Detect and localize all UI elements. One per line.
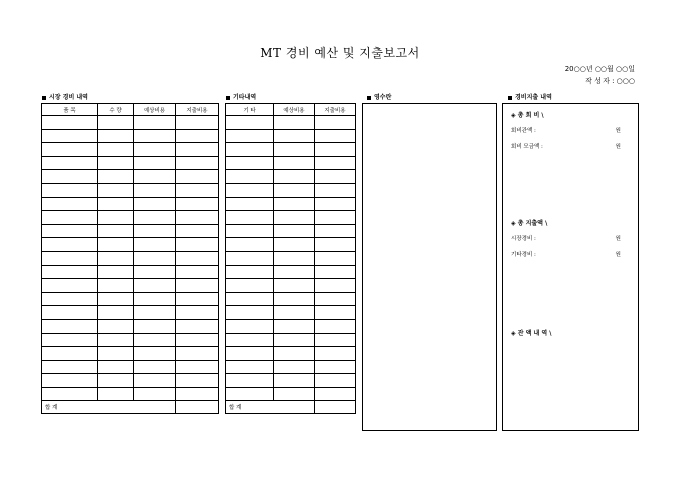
table-cell[interactable]	[315, 116, 356, 130]
table-cell[interactable]	[176, 156, 219, 170]
table-cell[interactable]	[176, 374, 219, 388]
total-value-cell[interactable]	[315, 401, 356, 414]
table-cell[interactable]	[134, 279, 176, 293]
table-row	[42, 387, 219, 401]
table-cell[interactable]	[274, 360, 315, 374]
table-cell[interactable]	[315, 197, 356, 211]
table-cell[interactable]	[42, 156, 98, 170]
table-cell[interactable]	[176, 279, 219, 293]
table-cell[interactable]	[176, 197, 219, 211]
table-cell[interactable]	[274, 306, 315, 320]
summary-row-label: 기타경비 :	[511, 252, 536, 258]
table-cell[interactable]	[134, 183, 176, 197]
table-cell[interactable]	[98, 265, 134, 279]
col-actual: 지출비용	[315, 104, 356, 116]
table-cell[interactable]	[315, 279, 356, 293]
table-cell[interactable]	[315, 292, 356, 306]
other-expense-table	[225, 103, 356, 414]
table-cell[interactable]	[176, 306, 219, 320]
table-cell[interactable]	[315, 347, 356, 361]
section-other-label: 기타내역	[233, 94, 257, 101]
table-row	[42, 279, 219, 293]
table-cell[interactable]	[315, 387, 356, 401]
report-date: 20○○년 ○○월 ○○일	[564, 65, 635, 73]
table-cell[interactable]	[315, 156, 356, 170]
table-row	[42, 143, 219, 157]
square-bullet-icon	[367, 96, 371, 100]
table-cell[interactable]	[176, 265, 219, 279]
table-cell[interactable]	[226, 374, 274, 388]
table-row	[226, 156, 356, 170]
table-row	[42, 197, 219, 211]
report-author: 작 성 자 : ○○○	[585, 77, 635, 85]
table-cell[interactable]	[315, 360, 356, 374]
table-cell[interactable]	[98, 251, 134, 265]
table-cell[interactable]	[42, 251, 98, 265]
table-cell[interactable]	[134, 197, 176, 211]
table-row	[226, 129, 356, 143]
table-row	[226, 333, 356, 347]
table-cell[interactable]	[226, 170, 274, 184]
total-row	[226, 401, 356, 414]
table-cell[interactable]	[315, 143, 356, 157]
table-cell[interactable]	[98, 197, 134, 211]
table-cell[interactable]	[42, 129, 98, 143]
summary-row-unit: 원	[615, 128, 621, 134]
table-cell[interactable]	[98, 143, 134, 157]
table-cell[interactable]	[98, 279, 134, 293]
table-row	[42, 170, 219, 184]
table-cell[interactable]	[315, 224, 356, 238]
table-cell[interactable]	[98, 306, 134, 320]
table-row	[226, 387, 356, 401]
table-cell[interactable]	[315, 265, 356, 279]
summary-row-unit: 원	[615, 144, 621, 150]
square-bullet-icon	[226, 96, 230, 100]
table-row	[42, 156, 219, 170]
table-cell[interactable]	[42, 224, 98, 238]
table-cell[interactable]	[176, 211, 219, 225]
table-cell[interactable]	[134, 347, 176, 361]
table-row	[42, 319, 219, 333]
table-cell[interactable]	[42, 197, 98, 211]
table-cell[interactable]	[176, 129, 219, 143]
table-cell[interactable]	[315, 170, 356, 184]
table-header-row	[226, 104, 356, 116]
table-cell[interactable]	[274, 170, 315, 184]
table-cell[interactable]	[134, 292, 176, 306]
total-label: 합 계	[226, 401, 315, 414]
table-cell[interactable]	[134, 238, 176, 252]
table-cell[interactable]	[226, 197, 274, 211]
event-expense-table	[41, 103, 219, 414]
section-event-header	[42, 92, 88, 101]
table-row	[42, 347, 219, 361]
summary-row	[511, 142, 621, 150]
table-row	[42, 306, 219, 320]
table-cell[interactable]	[42, 387, 98, 401]
table-cell[interactable]	[98, 238, 134, 252]
table-cell[interactable]	[134, 211, 176, 225]
table-cell[interactable]	[226, 183, 274, 197]
table-cell[interactable]	[176, 347, 219, 361]
table-cell[interactable]	[98, 170, 134, 184]
table-cell[interactable]	[226, 265, 274, 279]
table-cell[interactable]	[274, 129, 315, 143]
table-cell[interactable]	[176, 183, 219, 197]
table-cell[interactable]	[42, 265, 98, 279]
table-cell[interactable]	[274, 251, 315, 265]
table-cell[interactable]	[42, 116, 98, 130]
table-row	[226, 374, 356, 388]
summary-row	[511, 126, 621, 134]
table-cell[interactable]	[274, 211, 315, 225]
table-cell[interactable]	[42, 374, 98, 388]
table-cell[interactable]	[274, 265, 315, 279]
total-row	[42, 401, 219, 414]
table-cell[interactable]	[274, 319, 315, 333]
table-cell[interactable]	[315, 238, 356, 252]
total-value-cell[interactable]	[176, 401, 219, 414]
balance-heading: ◈ 잔 액 내 역 \	[511, 330, 552, 337]
table-row	[226, 224, 356, 238]
table-cell[interactable]	[134, 156, 176, 170]
table-cell[interactable]	[134, 251, 176, 265]
table-cell[interactable]	[315, 183, 356, 197]
table-cell[interactable]	[274, 387, 315, 401]
table-cell[interactable]	[134, 116, 176, 130]
table-row	[42, 129, 219, 143]
page-title: MT 경비 예산 및 지출보고서	[260, 46, 420, 60]
table-cell[interactable]	[274, 197, 315, 211]
table-cell[interactable]	[98, 129, 134, 143]
table-cell[interactable]	[42, 333, 98, 347]
table-row	[226, 360, 356, 374]
table-cell[interactable]	[98, 374, 134, 388]
col-actual: 지출비용	[176, 104, 219, 116]
table-cell[interactable]	[226, 116, 274, 130]
table-cell[interactable]	[42, 170, 98, 184]
table-cell[interactable]	[315, 319, 356, 333]
summary-row-label: 회비관액 :	[511, 128, 536, 134]
table-row	[226, 265, 356, 279]
section-summary-header	[508, 92, 552, 101]
table-cell[interactable]	[134, 306, 176, 320]
table-row	[42, 183, 219, 197]
table-cell[interactable]	[98, 156, 134, 170]
table-cell[interactable]	[42, 279, 98, 293]
table-cell[interactable]	[274, 143, 315, 157]
table-cell[interactable]	[226, 279, 274, 293]
col-expected: 예상비용	[274, 104, 315, 116]
table-row	[226, 197, 356, 211]
table-cell[interactable]	[274, 156, 315, 170]
table-cell[interactable]	[176, 116, 219, 130]
table-cell[interactable]	[42, 183, 98, 197]
table-row	[226, 116, 356, 130]
table-cell[interactable]	[226, 319, 274, 333]
table-row	[42, 374, 219, 388]
table-cell[interactable]	[134, 170, 176, 184]
table-cell[interactable]	[42, 292, 98, 306]
section-summary-label: 경비지출 내역	[515, 94, 552, 101]
table-cell[interactable]	[42, 347, 98, 361]
table-row	[226, 251, 356, 265]
table-cell[interactable]	[226, 143, 274, 157]
table-cell[interactable]	[176, 143, 219, 157]
table-cell[interactable]	[226, 360, 274, 374]
table-cell[interactable]	[98, 319, 134, 333]
section-other-header	[226, 92, 256, 101]
summary-row-label: 시장경비 :	[511, 236, 536, 242]
table-cell[interactable]	[226, 129, 274, 143]
table-row	[42, 333, 219, 347]
table-cell[interactable]	[98, 116, 134, 130]
table-row	[42, 238, 219, 252]
table-cell[interactable]	[274, 279, 315, 293]
receipt-box[interactable]	[362, 103, 497, 431]
table-cell[interactable]	[134, 387, 176, 401]
table-cell[interactable]	[226, 224, 274, 238]
table-cell[interactable]	[98, 333, 134, 347]
section-event-label: 시장 경비 내역	[49, 94, 88, 101]
table-cell[interactable]	[226, 387, 274, 401]
table-cell[interactable]	[176, 360, 219, 374]
table-cell[interactable]	[98, 347, 134, 361]
table-cell[interactable]	[315, 211, 356, 225]
table-row	[42, 265, 219, 279]
table-cell[interactable]	[226, 333, 274, 347]
table-cell[interactable]	[98, 183, 134, 197]
section-receipt-header	[367, 92, 391, 101]
col-expected: 예상비용	[134, 104, 176, 116]
table-cell[interactable]	[315, 129, 356, 143]
table-cell[interactable]	[315, 374, 356, 388]
table-row	[42, 360, 219, 374]
table-cell[interactable]	[134, 333, 176, 347]
table-row	[42, 292, 219, 306]
table-row	[42, 224, 219, 238]
table-cell[interactable]	[176, 238, 219, 252]
summary-row-unit: 원	[615, 236, 621, 242]
table-cell[interactable]	[176, 170, 219, 184]
table-cell[interactable]	[274, 292, 315, 306]
summary-box	[502, 103, 639, 431]
table-row	[226, 143, 356, 157]
table-row	[226, 170, 356, 184]
table-cell[interactable]	[274, 238, 315, 252]
table-cell[interactable]	[274, 347, 315, 361]
table-cell[interactable]	[134, 319, 176, 333]
table-cell[interactable]	[42, 360, 98, 374]
table-row	[42, 116, 219, 130]
summary-row	[511, 250, 621, 258]
col-other: 기 타	[226, 104, 274, 116]
table-cell[interactable]	[42, 143, 98, 157]
table-cell[interactable]	[134, 143, 176, 157]
table-cell[interactable]	[134, 224, 176, 238]
table-cell[interactable]	[226, 211, 274, 225]
table-row	[42, 211, 219, 225]
table-cell[interactable]	[315, 251, 356, 265]
table-cell[interactable]	[134, 265, 176, 279]
table-cell[interactable]	[274, 374, 315, 388]
col-qty: 수 량	[98, 104, 134, 116]
table-cell[interactable]	[98, 211, 134, 225]
table-cell[interactable]	[315, 306, 356, 320]
table-cell[interactable]	[226, 306, 274, 320]
table-cell[interactable]	[98, 224, 134, 238]
table-cell[interactable]	[315, 333, 356, 347]
total-label: 합 계	[42, 401, 176, 414]
table-row	[226, 347, 356, 361]
table-cell[interactable]	[98, 360, 134, 374]
table-cell[interactable]	[98, 292, 134, 306]
table-row	[226, 183, 356, 197]
table-cell[interactable]	[274, 333, 315, 347]
table-row	[226, 238, 356, 252]
table-row	[226, 319, 356, 333]
table-row	[42, 251, 219, 265]
table-cell[interactable]	[274, 183, 315, 197]
table-row	[226, 292, 356, 306]
table-cell[interactable]	[42, 211, 98, 225]
table-cell[interactable]	[226, 156, 274, 170]
square-bullet-icon	[42, 96, 46, 100]
col-item: 품 목	[42, 104, 98, 116]
table-cell[interactable]	[134, 129, 176, 143]
square-bullet-icon	[508, 96, 512, 100]
table-cell[interactable]	[176, 292, 219, 306]
table-row	[226, 211, 356, 225]
summary-row	[511, 234, 621, 242]
table-cell[interactable]	[226, 251, 274, 265]
summary-row-label: 회비 모금액 :	[511, 144, 543, 150]
table-cell[interactable]	[226, 238, 274, 252]
table-row	[226, 306, 356, 320]
total-expense-heading: ◈ 총 지출액 \	[511, 220, 548, 227]
table-cell[interactable]	[176, 319, 219, 333]
table-cell[interactable]	[134, 374, 176, 388]
table-cell[interactable]	[176, 333, 219, 347]
table-row	[226, 279, 356, 293]
section-receipt-label: 영수란	[374, 94, 392, 101]
table-cell[interactable]	[176, 224, 219, 238]
table-cell[interactable]	[42, 319, 98, 333]
table-cell[interactable]	[226, 292, 274, 306]
table-cell[interactable]	[226, 347, 274, 361]
table-cell[interactable]	[134, 360, 176, 374]
summary-row-unit: 원	[615, 252, 621, 258]
total-income-heading: ◈ 총 회 비 \	[511, 112, 544, 119]
table-cell[interactable]	[42, 238, 98, 252]
table-header-row	[42, 104, 219, 116]
table-cell[interactable]	[98, 387, 134, 401]
table-cell[interactable]	[176, 387, 219, 401]
table-cell[interactable]	[274, 224, 315, 238]
table-cell[interactable]	[42, 306, 98, 320]
table-cell[interactable]	[176, 251, 219, 265]
table-cell[interactable]	[274, 116, 315, 130]
